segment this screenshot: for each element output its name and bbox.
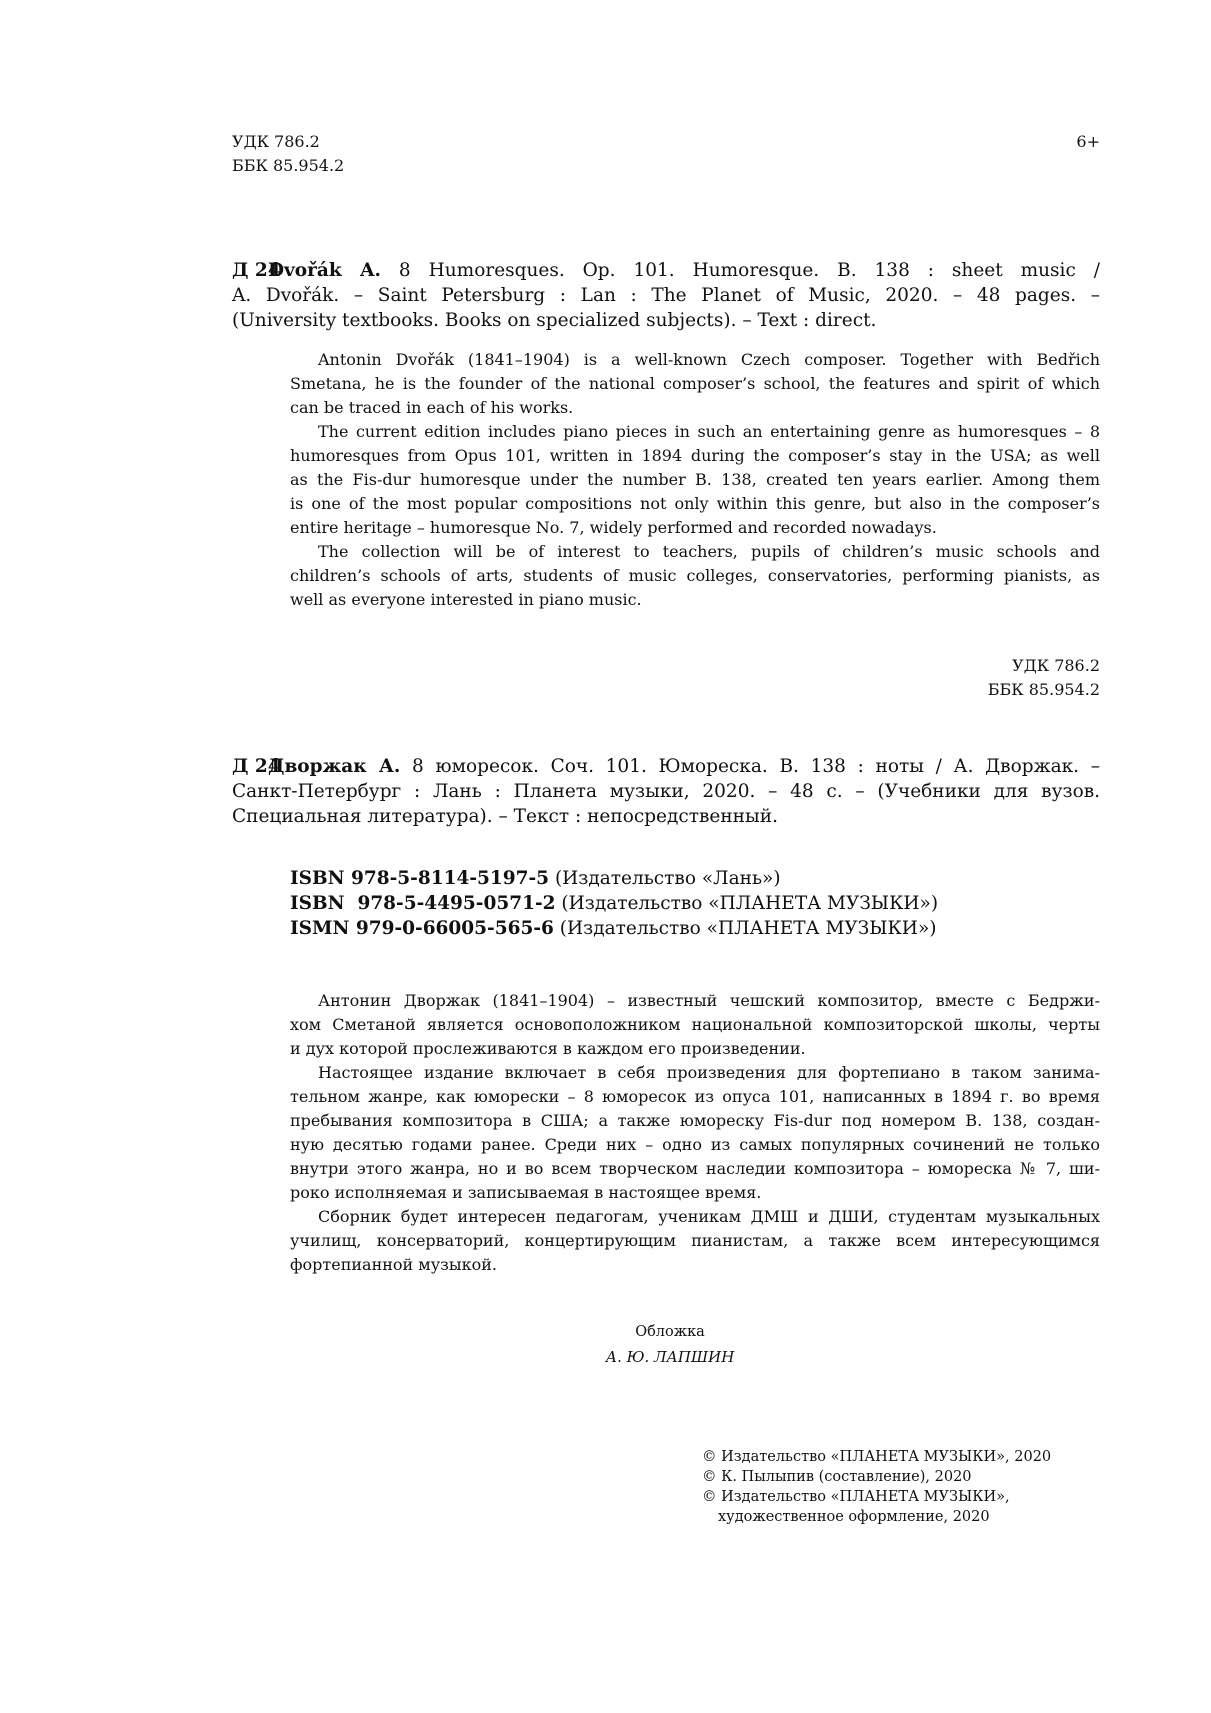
abstract-ru-line: Настоящее издание включает в себя произведения для фортепиано в таком занима- xyxy=(318,1063,1100,1082)
udk-en: УДК 786.2 xyxy=(232,132,320,151)
abstract-en-line: The collection will be of interest to teachers, pupils of children’s music schools and xyxy=(318,542,1100,561)
bbk-en: ББК 85.954.2 xyxy=(232,156,345,175)
abstract-en-line: as the Fis-dur humoresque under the number B. 138, created ten years earlier. Among them xyxy=(290,470,1100,489)
abstract-en-line: is one of the most popular compositions not only within this genre, but also in the composer’s xyxy=(290,494,1100,513)
abstract-en-line: The current edition includes piano pieces in such an entertaining genre as humoresques – 8 xyxy=(318,422,1100,441)
cover-credit xyxy=(520,1320,820,1370)
abstract-en-line: well as everyone interested in piano music. xyxy=(290,590,642,609)
cover-label: Обложка xyxy=(635,1324,705,1340)
abstract-ru-line: роко исполняемая и записываемая в настоящее время. xyxy=(290,1183,762,1202)
ismn-code: ISMN 979-0-66005-565-6 xyxy=(290,918,554,939)
isbn-lan xyxy=(290,866,938,891)
abstract-en-line: can be traced in each of his works. xyxy=(290,398,574,417)
cover-artist: А. Ю. ЛАПШИН xyxy=(605,1348,735,1366)
record-code-en: Д 24 xyxy=(232,260,281,281)
record-ru-title: 8 юморесок. Соч. 101. Юмореска. B. 138 : ноты / А. Дворжак. – xyxy=(400,756,1100,777)
record-ru-line1 xyxy=(232,754,1100,779)
abstract-en xyxy=(290,348,1100,612)
abstract-ru-line: фортепианной музыкой. xyxy=(290,1255,497,1274)
abstract-ru-line: ную десятью годами ранее. Среди них – одно из самых популярных сочинений не только xyxy=(290,1135,1100,1154)
record-code-ru: Д 24 xyxy=(232,756,281,777)
isbn-code: ISBN 978-5-4495-0571-2 xyxy=(290,893,556,914)
bbk-ru: ББК 85.954.2 xyxy=(987,680,1100,699)
copyright-line: художественное оформление, 2020 xyxy=(718,1509,990,1525)
abstract-ru-line: тельном жанре, как юморески – 8 юморесок из опуса 101, написанных в 1894 г. во время xyxy=(290,1087,1100,1106)
record-ru-author: Дворжак А. xyxy=(268,756,401,777)
isbn-code: ISBN 978-5-8114-5197-5 xyxy=(290,868,550,889)
abstract-en-line: Antonin Dvořák (1841–1904) is a well-known Czech composer. Together with Bedřich xyxy=(318,350,1100,369)
record-ru-line2: Санкт-Петербург : Лань : Планета музыки, 2020. – 48 с. – (Учебники для вузов. xyxy=(232,781,1100,802)
copyright-line: © К. Пылыпив (составление), 2020 xyxy=(702,1469,972,1485)
age-rating: 6+ xyxy=(1076,132,1100,151)
udk-bbk-block-ru xyxy=(900,654,1100,702)
record-ru-line3: Специальная литература). – Текст : непосредственный. xyxy=(232,806,778,827)
abstract-ru-line: хом Сметаной является основоположником национальной композиторской школы, черты xyxy=(290,1015,1100,1034)
ismn-publisher: (Издательство «ПЛАНЕТА МУЗЫКИ») xyxy=(553,918,937,939)
copyright-line: © Издательство «ПЛАНЕТА МУЗЫКИ», xyxy=(702,1489,1010,1505)
abstract-ru-line: училищ, консерваторий, концертирующим пианистам, а также всем интересующимся xyxy=(290,1231,1100,1250)
abstract-ru-line: и дух которой прослеживаются в каждом его произведении. xyxy=(290,1039,806,1058)
abstract-ru xyxy=(290,989,1100,1277)
isbn-planeta xyxy=(290,891,938,916)
abstract-en-line: children’s schools of arts, students of music colleges, conservatories, performing pianists, as xyxy=(290,566,1100,585)
isbn-publisher: (Издательство «Лань») xyxy=(549,868,781,889)
udk-bbk-block-en xyxy=(232,130,344,178)
abstract-en-line: Smetana, he is the founder of the national composer’s school, the features and spirit of which xyxy=(290,374,1100,393)
record-en-line3: (University textbooks. Books on specialized subjects). – Text : direct. xyxy=(232,310,877,331)
udk-ru: УДК 786.2 xyxy=(1012,656,1100,675)
record-en-title: 8 Humoresques. Op. 101. Humoresque. B. 138 : sheet music / xyxy=(380,260,1100,281)
copyright-line: © Издательство «ПЛАНЕТА МУЗЫКИ», 2020 xyxy=(702,1449,1052,1465)
isbn-block xyxy=(290,866,938,941)
ismn-planeta xyxy=(290,916,938,941)
copyright-block xyxy=(702,1447,1051,1527)
isbn-publisher: (Издательство «ПЛАНЕТА МУЗЫКИ») xyxy=(555,893,939,914)
abstract-ru-line: Сборник будет интересен педагогам, ученикам ДМШ и ДШИ, студентам музыкальных xyxy=(318,1207,1100,1226)
abstract-ru-line: пребывания композитора в США; а также юмореску Fis-dur под номером B. 138, создан- xyxy=(290,1111,1100,1130)
abstract-en-line: humoresques from Opus 101, written in 1894 during the composer’s stay in the USA; as well xyxy=(290,446,1100,465)
record-en-author: Dvořák A. xyxy=(268,260,381,281)
record-en-line2: A. Dvořák. – Saint Petersburg : Lan : The Planet of Music, 2020. – 48 pages. – xyxy=(232,285,1100,306)
abstract-en-line: entire heritage – humoresque No. 7, widely performed and recorded nowadays. xyxy=(290,518,937,537)
record-en-line1 xyxy=(232,258,1100,283)
abstract-ru-line: внутри этого жанра, но и во всем творческом наследии композитора – юмореска № 7, ши- xyxy=(290,1159,1100,1178)
abstract-ru-line: Антонин Дворжак (1841–1904) – известный чешский композитор, вместе с Бедржи- xyxy=(318,991,1100,1010)
